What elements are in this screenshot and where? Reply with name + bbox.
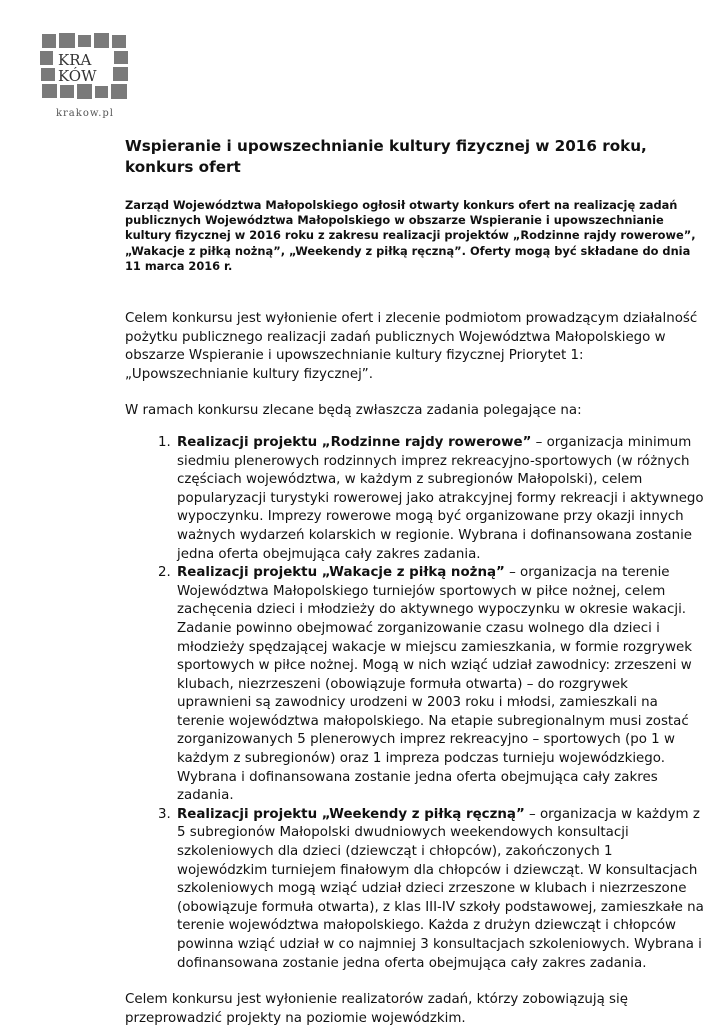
task-heading: Realizacji projektu „Wakacje z piłką nożną” <box>177 565 505 581</box>
task-heading: Realizacji projektu „Rodzinne rajdy rowerowe” <box>177 434 532 450</box>
list-item <box>175 564 705 806</box>
logo-text-line1: KRA <box>58 51 92 69</box>
logo-caption: krakow.pl <box>55 108 115 119</box>
task-list <box>125 434 705 973</box>
task-heading: Realizacji projektu „Weekendy z piłką ręczną” <box>177 806 525 822</box>
task-body: – organizacja na terenie Województwa Małopolskiego turniejów sportowych w piłce nożnej, celem zachęcenia dzieci i młodzieży do aktywnego wypoczynku w okresie wakacji. Zadanie powinno obejmować zorganizowanie czasu wolnego dla dzieci i młodzieży spędzającej wakacje w miejscu zamieszkania, w formie rozgrywek sportowych w piłce nożnej. Mogą w nich wziąć udział zawodnicy: zrzeszeni w klubach, niezrzeszeni (obowiązuje formuła otwarta) – do rozgrywek uprawnieni są zawodnicy urodzeni w 2003 roku i młodsi, zamieszkali na terenie województwa małopolskiego. Na etapie subregionalnym musi zostać zorganizowanych 5 plenerowych imprez rekreacyjno – sportowych (po 1 w każdym z subregionów) oraz 1 impreza podczas turnieju wojewódzkiego. Wybrana i dofinansowana zostanie jedna oferta obejmująca cały zakres zadania. <box>177 565 693 804</box>
list-item <box>175 434 705 564</box>
task-body: – organizacja minimum siedmiu plenerowych rodzinnych imprez rekreacyjno-sportowych (w różnych częściach województwa, w każdym z subregionów Małopolski), celem popularyzacji turystyki rowerowej jako atrakcyjnej formy rekreacji i aktywnego wypoczynku. Imprezy rowerowe mogą być organizowane przy okazji innych ważnych wydarzeń kolarskich w regionie. Wybrana i dofinansowana zostanie jedna oferta obejmująca cały zakres zadania. <box>177 434 704 562</box>
logo-graphic <box>40 32 130 108</box>
list-item <box>175 806 705 973</box>
paragraph-goal: Celem konkursu jest wyłonienie ofert i zlecenie podmiotom prowadzącym działalność pożytku publicznego realizacji zadań publicznych Województwa Małopolskiego w obszarze Wspieranie i upowszechnianie kultury fizycznej Priorytet 1: „Upowszechnianie kultury fizycznej”. <box>125 311 698 382</box>
task-body: – organizacja w każdym z 5 subregionów Małopolski dwudniowych weekendowych konsultacji szkoleniowych dla dzieci (dziewcząt i chłopców), zakończonych 1 wojewódzkim turniejem finałowym dla chłopców i dziewcząt. W konsultacjach szkoleniowych mogą wziąć udział dzieci zrzeszone w klubach i niezrzeszone (obowiązuje formuła otwarta), z klas III-IV szkoły podstawowej, zamieszkałe na terenie województwa małopolskiego. Każda z drużyn dziewcząt i chłopców powinna wziąć udział w co najmniej 3 konsultacjach szkoleniowych. Wybrana i dofinansowana zostanie jedna oferta obejmująca cały zakres zadania. <box>177 806 704 971</box>
document-content <box>125 136 705 1028</box>
document-title: Wspieranie i upowszechnianie kultury fizycznej w 2016 roku, konkurs ofert <box>125 137 647 176</box>
logo-text-line2: KÓW <box>58 67 97 85</box>
krakow-logo <box>40 32 130 124</box>
paragraph-conclusion: Celem konkursu jest wyłonienie realizatorów zadań, którzy zobowiązują się przeprowadzić projekty na poziomie wojewódzkim. <box>125 992 628 1026</box>
paragraph-tasks-intro: W ramach konkursu zlecane będą zwłaszcza zadania polegające na: <box>125 403 582 419</box>
lead-paragraph: Zarząd Województwa Małopolskiego ogłosił otwarty konkurs ofert na realizację zadań publicznych Województwa Małopolskiego w obszarze Wspieranie i upowszechnianie kultury fizycznej w 2016 roku z zakresu realizacji projektów „Rodzinne rajdy rowerowe”, „Wakacje z piłką nożną”, „Weekendy z piłką ręczną”. Oferty mogą być składane do dnia 11 marca 2016 r. <box>125 198 696 273</box>
